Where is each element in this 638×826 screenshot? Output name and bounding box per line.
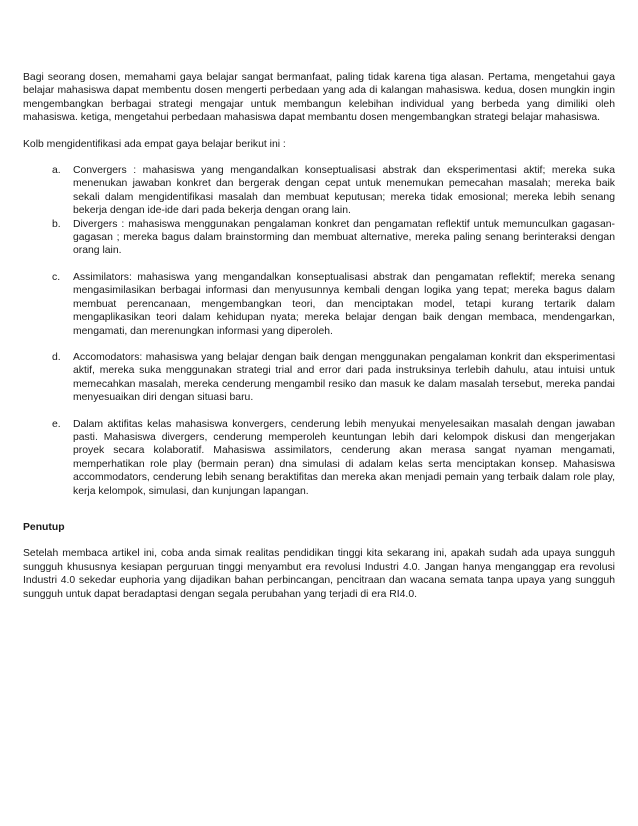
list-item-text: Convergers : mahasiswa yang mengandalkan konseptualisasi abstrak dan eksperimentasi aktif; mereka suka menenukan jawaban konkret dan bergerak dengan cepat untuk menemukan pemecahan masalah; mereka baik sekali dalam mengidentifikasi masalah dan membuat keputusan; mereka tidak emosional; mereka lebih senang bekerja dengan ide-ide dari pada bekerja dengan orang lain. [73, 165, 615, 217]
list-item-assimilators [23, 271, 615, 338]
list-marker: e. [52, 418, 61, 430]
document-page [23, 71, 615, 601]
list-item-text: Assimilators: mahasiswa yang mengandalkan konseptualisasi abstrak dan pengamatan reflektif; mereka senang mengasimilasikan berbagai informasi dan menyusunnya kembali dengan logika yang tepat; mereka bagus dalam membuat perencanaan, mengembangkan teori, dan menciptakan model, tetapi kurang tertarik dalam mengaplikasikan teori dalam kehidupan nyata; mereka belajar dengan baik dengan membaca, mendengarkan, mengamati, dan merenungkan informasi yang diperoleh. [73, 271, 615, 337]
list-marker: a. [52, 165, 61, 177]
list-marker: b. [52, 218, 61, 230]
list-item-divergers [23, 218, 615, 258]
list-marker: d. [52, 351, 61, 363]
kolb-intro-line: Kolb mengidentifikasi ada empat gaya belajar berikut ini : [23, 138, 286, 150]
list-marker: c. [52, 271, 61, 283]
list-item-text: Dalam aktifitas kelas mahasiswa konvergers, cenderung lebih menyukai menyelesaikan masalah dengan jawaban pasti. Mahasiswa divergers, cenderung memperoleh keuntungan lebih dari kelompok diskusi dan mengerjakan proyek secara kolaboratif. Mahasiswa assimilators, cenderung akan merasa sangat nyaman mengamati, memperhatikan role play (bermain peran) dna simulasi di adalam kelas serta menciptakan konsep. Mahasiswa accommodators, cenderung lebih senang beraktifitas dan mereka akan menjadi pemain yang terbaik dalam role play, kerja kelompok, simulasi, dan kunjungan lapangan. [73, 418, 615, 497]
list-item-text: Divergers : mahasiswa menggunakan pengalaman konkret dan pengamatan reflektif untuk memunculkan gagasan-gagasan ; mereka bagus dalam brainstorming dan membuat alternative, mereka paling senang berinteraksi dengan orang lain. [73, 218, 615, 257]
list-item-convergers [23, 164, 615, 218]
section-heading-penutup: Penutup [23, 521, 65, 533]
list-item-accomodators [23, 351, 615, 405]
list-item-classroom-activity [23, 418, 615, 498]
learning-styles-list [23, 164, 615, 498]
list-item-text: Accomodators: mahasiswa yang belajar dengan baik dengan menggunakan pengalaman konkrit dan eksperimentasi aktif, mereka suka menggunakan strategi trial and error dari pada instruksinya terlebih dahulu, atau intuisi untuk memecahkan masalah, mereka cenderung mengambil resiko dan masuk ke dalam masalah tersebut, mereka pandai menyesuaikan diri dengan situasi baru. [73, 351, 615, 404]
closing-paragraph: Setelah membaca artikel ini, coba anda simak realitas pendidikan tinggi kita sekarang ini, apakah sudah ada upaya sungguh sungguh khususnya kesiapan perguruan tinggi menyambut era revolusi Industri 4.0. Jangan hanya menganggap era revolusi Industri 4.0 sekedar euphoria yang dijadikan bahan perbincangan, pencitraan dan wacana semata tanpa upaya yang sungguh sungguh untuk dapat beradaptasi dengan segala perubahan yang terjadi di era RI4.0. [23, 548, 615, 600]
intro-paragraph: Bagi seorang dosen, memahami gaya belajar sangat bermanfaat, paling tidak karena tiga alasan. Pertama, mengetahui gaya belajar mahasiswa dapat membentu dosen mengerti perbedaan yang ada di kalangan mahasiswa. kedua, dosen mungkin ingin mengembangkan berbagai strategi mengajar untuk membangun kelebihan individual yang berbeda yang dimiliki oleh mahasiswa. ketiga, mengetahui perbedaan mahasiswa dapat membantu dosen mengembangkan strategi belajar mahasiswa. [23, 72, 615, 124]
